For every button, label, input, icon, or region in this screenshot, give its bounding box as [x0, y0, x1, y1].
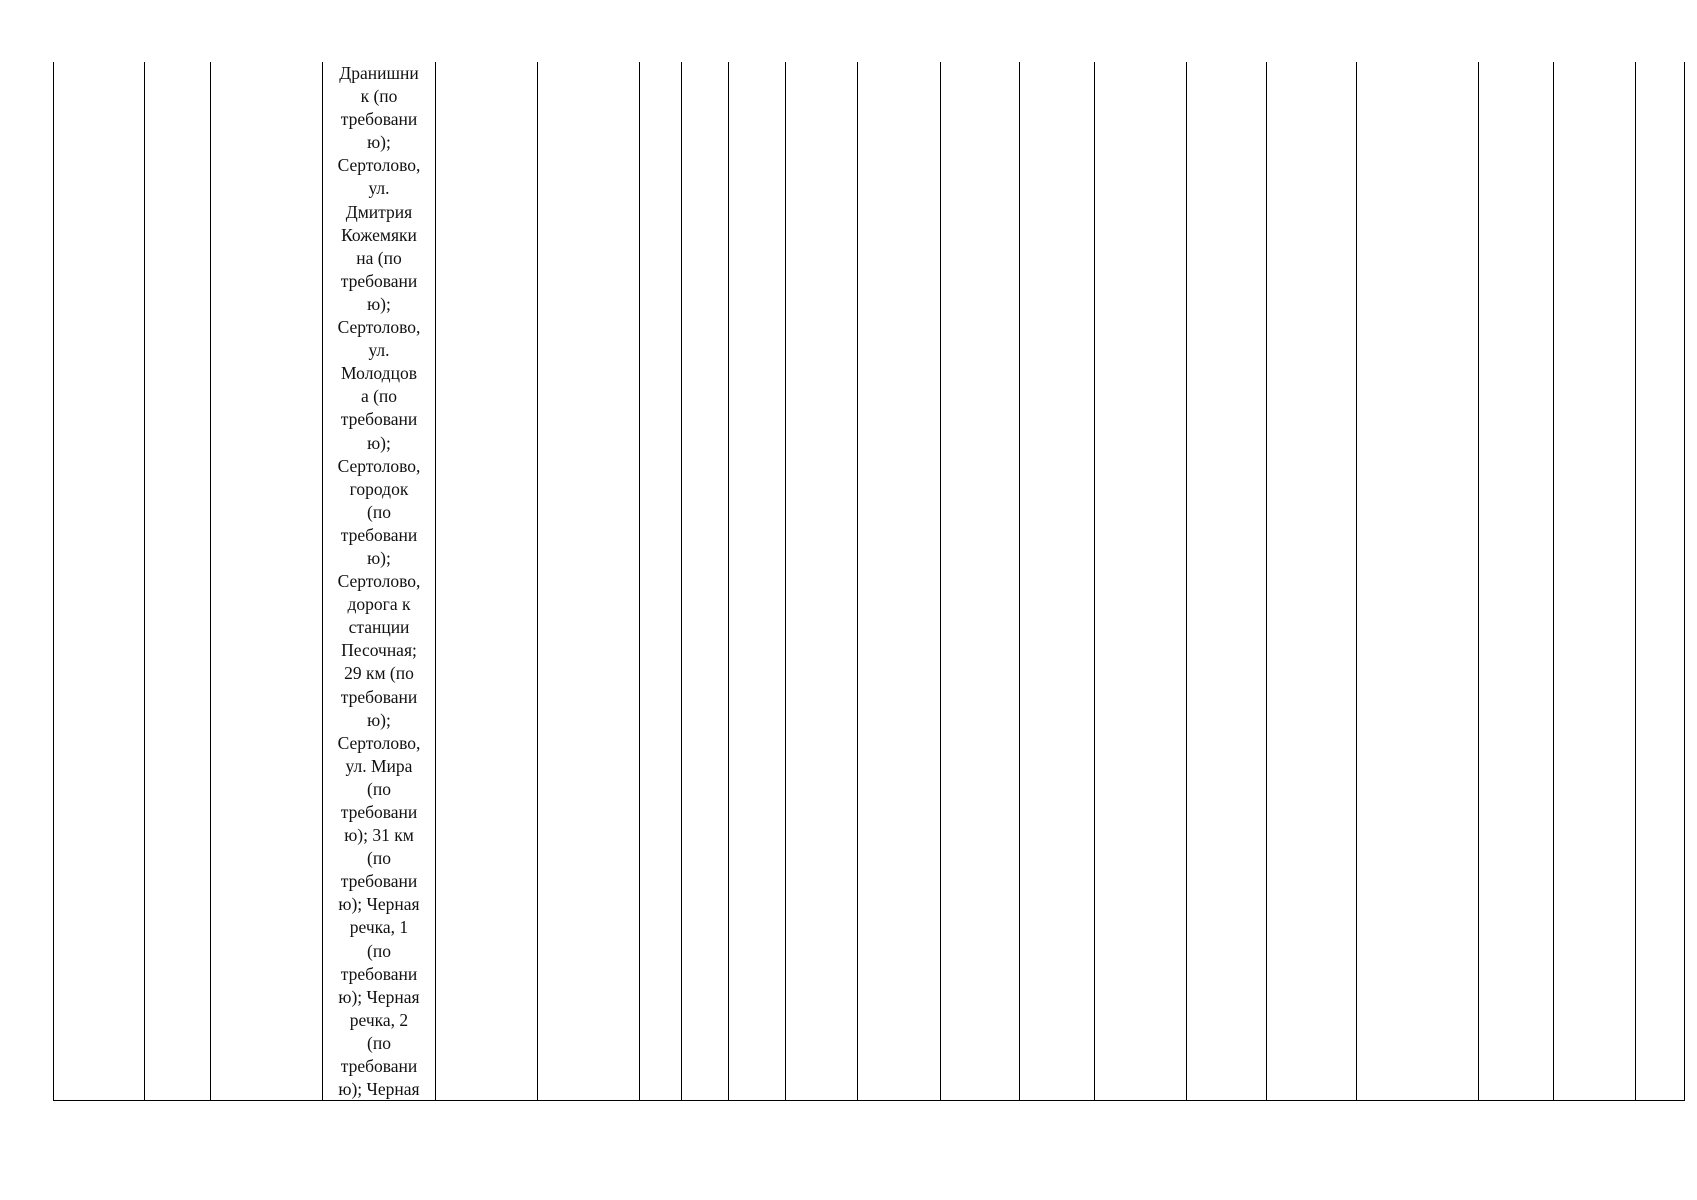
cell-text-line: Песочная;	[341, 640, 417, 661]
cell-text-line: требовани	[340, 524, 418, 545]
table-column-border	[639, 62, 640, 1101]
cell-text-line: ю);	[367, 132, 391, 153]
cell-text-line: 29 км (по	[344, 663, 414, 684]
cell-text-line: (по	[367, 778, 391, 799]
table-column-border	[681, 62, 682, 1101]
route-stops-cell	[323, 62, 435, 1101]
cell-text-line: речка, 2	[349, 1009, 409, 1030]
cell-text-line: (по	[367, 848, 391, 869]
table-column-border	[1019, 62, 1020, 1101]
table-column-border	[728, 62, 729, 1101]
cell-text-line: Сертолово,	[337, 455, 421, 476]
cell-text-line: требовани	[340, 1056, 418, 1077]
cell-text-line: ю);	[367, 432, 391, 453]
table-column-border	[1186, 62, 1187, 1101]
table-column-border	[1635, 62, 1636, 1101]
cell-text-line: ю);	[367, 709, 391, 730]
cell-text-line: требовани	[340, 270, 418, 291]
cell-text-line: ул.	[368, 178, 390, 199]
cell-text-line: требовани	[340, 871, 418, 892]
cell-text-line: Сертолово,	[337, 317, 421, 338]
table-column-border	[53, 62, 54, 1101]
table-column-border	[1478, 62, 1479, 1101]
cell-text-line: ю); Черная	[338, 894, 420, 915]
cell-text-line: Сертолово,	[337, 571, 421, 592]
cell-text-line: на (по	[356, 247, 402, 268]
route-table-fragment	[53, 62, 1685, 1101]
cell-text-line: а (по	[360, 386, 398, 407]
cell-text-line: требовани	[340, 109, 418, 130]
table-column-border	[1553, 62, 1554, 1101]
cell-text-line: требовани	[340, 963, 418, 984]
table-column-border	[1094, 62, 1095, 1101]
cell-text-line: (по	[367, 1032, 391, 1053]
cell-text-line: ю);	[367, 293, 391, 314]
cell-text-line: дорога к	[347, 594, 411, 615]
table-column-border	[1356, 62, 1357, 1101]
cell-text-line: Сертолово,	[337, 155, 421, 176]
table-column-border	[210, 62, 211, 1101]
cell-text-line: (по	[367, 940, 391, 961]
cell-text-line: речка, 1	[349, 917, 409, 938]
table-column-border	[940, 62, 941, 1101]
table-column-border	[537, 62, 538, 1101]
cell-text-line: ул.	[368, 340, 390, 361]
table-column-border	[1266, 62, 1267, 1101]
cell-text-line: Дмитрия	[345, 201, 413, 222]
cell-text-line: требовани	[340, 686, 418, 707]
cell-text-line: ю); 31 км	[344, 825, 414, 846]
cell-text-line: требовани	[340, 802, 418, 822]
cell-text-line: требовани	[340, 409, 418, 430]
cell-text-line: Молодцов	[341, 363, 417, 384]
cell-text-line: ю); Черная	[338, 986, 420, 1007]
cell-text-line: Кожемяки	[341, 224, 417, 245]
cell-text-line: ул. Мира	[345, 755, 413, 776]
cell-text-line: городок	[349, 478, 409, 499]
cell-text-line: Дранишни	[339, 63, 419, 83]
cell-text-line: ю);	[367, 547, 391, 568]
cell-text-line: станции	[348, 617, 410, 638]
table-column-border	[144, 62, 145, 1101]
cell-text-line: ю); Черная	[338, 1079, 420, 1100]
table-column-border	[857, 62, 858, 1101]
table-column-border	[435, 62, 436, 1101]
cell-text-line: Сертолово,	[337, 732, 421, 753]
cell-text-line: (по	[367, 501, 391, 522]
table-column-border	[785, 62, 786, 1101]
table-column-border	[1684, 62, 1685, 1101]
cell-text-line: к (по	[360, 86, 398, 107]
